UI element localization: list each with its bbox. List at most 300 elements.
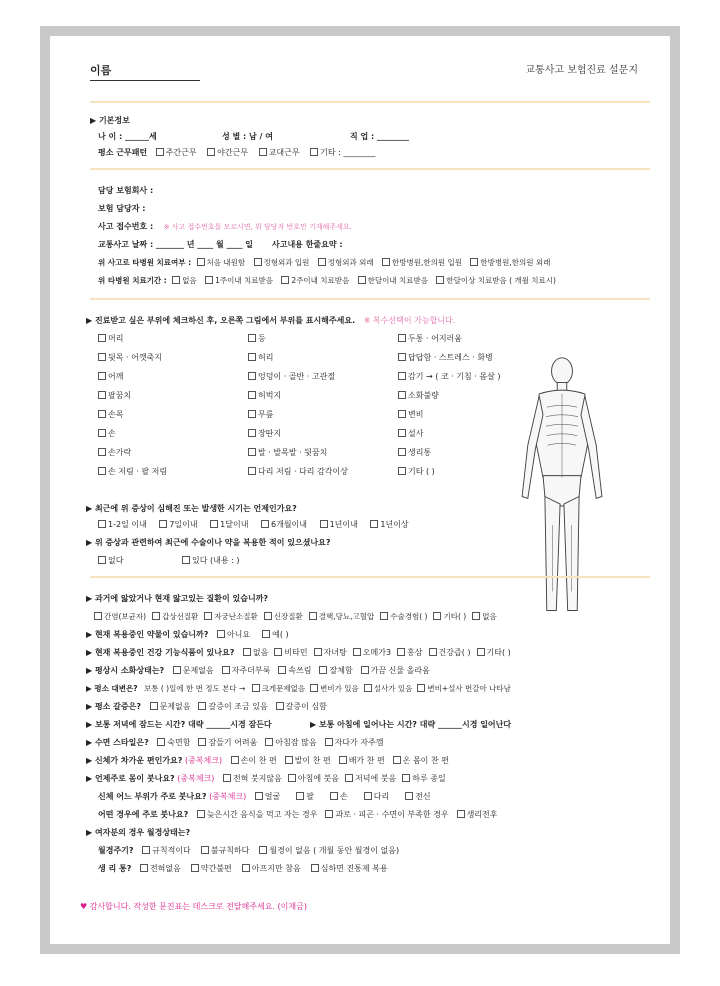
checkbox[interactable] (152, 612, 160, 620)
checkbox-option[interactable] (364, 684, 413, 693)
option-label: 갈증이 조금 있음 (208, 702, 268, 711)
checkbox[interactable] (296, 792, 304, 800)
checkbox[interactable] (261, 520, 269, 528)
checkbox-option[interactable] (98, 391, 131, 400)
treat-opt[interactable]: 처음 내원함 (197, 258, 246, 267)
checkbox[interactable] (402, 774, 410, 782)
checkbox[interactable] (285, 756, 293, 764)
checkbox-option[interactable] (248, 448, 327, 457)
checkbox-option[interactable] (173, 666, 214, 675)
symptom-item[interactable] (248, 410, 273, 420)
treat-opt[interactable]: 정형외과 입원 (254, 258, 310, 267)
divider (90, 101, 650, 103)
checkbox-option[interactable] (262, 630, 289, 639)
option-label: 과로 · 피곤 · 수면이 부족한 경우 (335, 810, 449, 819)
checkbox-option[interactable] (191, 864, 232, 873)
symptom-item[interactable] (98, 391, 131, 401)
age-field[interactable]: 나 이 : ______세 (98, 132, 157, 141)
option-label: 없음 (482, 612, 497, 621)
symptom-item[interactable] (98, 353, 162, 363)
symptom-item[interactable] (248, 391, 281, 401)
checkbox[interactable] (205, 276, 213, 284)
supplement-row (86, 648, 511, 658)
checkbox[interactable] (364, 684, 372, 692)
checkbox[interactable] (281, 276, 289, 284)
checkbox[interactable] (264, 612, 272, 620)
checkbox[interactable] (248, 467, 256, 475)
divider (90, 168, 650, 170)
checkbox-option[interactable] (345, 774, 396, 783)
symptom-item[interactable] (98, 372, 123, 382)
checkbox[interactable] (380, 612, 388, 620)
checkbox-option[interactable] (248, 334, 266, 343)
symptom-title: ▶ 진료받고 싶은 부위에 체크하신 후, 오른쪽 그림에서 부위를 표시해주세요. (86, 316, 356, 325)
symptom-item[interactable] (98, 467, 167, 477)
checkbox-option[interactable] (248, 391, 281, 400)
symptom-item[interactable] (98, 429, 116, 439)
option-label: 손 (339, 792, 348, 801)
checkbox-option[interactable] (398, 467, 435, 476)
checkbox[interactable] (382, 258, 390, 266)
option-label: 자주더부룩 (231, 666, 271, 675)
checkbox-option[interactable] (98, 429, 116, 438)
symptom-item[interactable] (248, 353, 273, 363)
checkbox[interactable] (248, 353, 256, 361)
divider (90, 576, 650, 578)
checkbox[interactable] (243, 648, 251, 656)
checkbox-option[interactable] (457, 810, 498, 819)
checkbox[interactable] (98, 520, 106, 528)
checkbox[interactable] (398, 334, 406, 342)
checkbox-option[interactable] (255, 792, 280, 801)
checkbox-option[interactable] (231, 756, 277, 765)
option-label: 배가 찬 편 (348, 756, 385, 765)
checkbox-option[interactable] (243, 648, 268, 657)
checkbox-option[interactable] (472, 612, 497, 621)
checkbox[interactable] (318, 258, 326, 266)
checkbox[interactable] (319, 666, 327, 674)
option-label: 아니요 (226, 630, 251, 639)
wake-time[interactable]: ▶ 보통 아침에 일어나는 시간? 대략 ______시경 일어난다 (310, 720, 512, 729)
checkbox-option[interactable] (198, 702, 267, 711)
checkbox[interactable] (252, 684, 260, 692)
checkbox[interactable] (436, 276, 444, 284)
checkbox-option[interactable] (98, 353, 162, 362)
checkbox[interactable] (397, 648, 405, 656)
checkbox-option[interactable] (311, 864, 388, 873)
option-label: 허리 (258, 353, 274, 362)
option-label: 자다가 자주깸 (334, 738, 384, 747)
history-options (94, 612, 497, 622)
checkbox-option[interactable] (278, 666, 311, 675)
accident-summary[interactable]: 사고내용 한줄요약 : (272, 240, 343, 249)
option-label: 뒷목 · 어깻죽지 (108, 353, 162, 362)
checkbox[interactable] (210, 520, 218, 528)
sleep-style-options (157, 738, 383, 747)
thirst-row (86, 702, 327, 712)
period-opt[interactable]: 없음 (172, 276, 197, 285)
option-label: 변비 (408, 410, 424, 419)
option-label: 월경이 없음 ( 개월 동안 월경이 없음) (269, 846, 400, 855)
checkbox[interactable] (98, 391, 106, 399)
checkbox[interactable] (248, 391, 256, 399)
checkbox-option[interactable] (380, 612, 427, 621)
checkbox-option[interactable] (309, 612, 374, 621)
checkbox[interactable] (353, 648, 361, 656)
checkbox[interactable] (457, 810, 465, 818)
checkbox-option[interactable] (398, 334, 462, 343)
checkbox-option[interactable] (285, 756, 331, 765)
checkbox-option[interactable] (248, 410, 273, 419)
swelling-case-options (197, 810, 498, 819)
checkbox[interactable] (248, 372, 256, 380)
checkbox-option[interactable] (248, 353, 273, 362)
option-label: 수술경험( ) (390, 612, 428, 621)
checkbox-option[interactable] (397, 648, 422, 657)
option-label: 아침잠 많음 (275, 738, 317, 747)
treat-opt[interactable]: 정형외과 외래 (318, 258, 374, 267)
checkbox-option[interactable] (98, 448, 131, 457)
checkbox-option[interactable] (94, 612, 146, 621)
checkbox-option[interactable] (325, 810, 448, 819)
checkbox-option[interactable] (310, 684, 359, 693)
footer-thanks: ♥ 감사합니다. 작성한 문진표는 데스크로 전달해주세요. (이재금) (80, 902, 307, 911)
insurance-company[interactable]: 담당 보험회사 : (98, 186, 154, 195)
surgery-yes[interactable]: 있다 (내용 : ) (182, 556, 239, 565)
checkbox[interactable] (223, 774, 231, 782)
sleep-time[interactable]: ▶ 보통 저녁에 잠드는 시간? 대략 ______시경 잠든다 (86, 720, 272, 729)
checkbox-option[interactable] (402, 774, 445, 783)
checkbox-option[interactable] (150, 702, 191, 711)
checkbox[interactable] (276, 702, 284, 710)
checkbox[interactable] (370, 520, 378, 528)
option-label: 팔 (306, 792, 314, 801)
checkbox[interactable] (320, 520, 328, 528)
checkbox[interactable] (172, 276, 180, 284)
checkbox[interactable] (429, 648, 437, 656)
option-label: 손가락 (108, 448, 132, 457)
checkbox[interactable] (254, 258, 262, 266)
checkbox[interactable] (204, 612, 212, 620)
option-label: 손 (108, 429, 116, 438)
job-field[interactable]: 직 업 : ________ (350, 132, 410, 141)
checkbox[interactable] (217, 630, 225, 638)
symptom-item[interactable] (398, 448, 431, 458)
checkbox[interactable] (325, 738, 333, 746)
option-label: 심하면 진통제 복용 (320, 864, 388, 873)
surgery-no[interactable]: 없다 (98, 556, 123, 565)
checkbox-option[interactable] (204, 612, 257, 621)
sex-field[interactable]: 성 별 : 남 / 여 (222, 132, 273, 141)
cold-row (86, 756, 449, 766)
option-label: 갑상선질환 (162, 612, 199, 621)
period-opt[interactable]: 2주이내 치료받음 (281, 276, 349, 285)
checkbox[interactable] (314, 648, 322, 656)
checkbox[interactable] (231, 756, 239, 764)
option-label: 가끔 신물 올라옴 (370, 666, 430, 675)
checkbox-option[interactable] (405, 792, 430, 801)
period-opt[interactable]: 한달이상 치료받음 ( 개월 치료시) (436, 276, 556, 285)
checkbox-option[interactable] (259, 846, 399, 855)
checkbox[interactable] (98, 467, 106, 475)
option-label: 허벅지 (258, 391, 282, 400)
checkbox[interactable] (94, 612, 102, 620)
checkbox-option[interactable] (242, 864, 301, 873)
checkbox[interactable] (310, 684, 318, 692)
checkbox[interactable] (156, 148, 164, 156)
checkbox-option[interactable] (364, 792, 389, 801)
checkbox[interactable] (477, 648, 485, 656)
checkbox[interactable] (98, 429, 106, 437)
cycle-options (142, 846, 399, 855)
checkbox-option[interactable] (319, 666, 352, 675)
checkbox[interactable] (398, 467, 406, 475)
symptom-item[interactable] (398, 410, 423, 420)
checkbox[interactable] (182, 556, 190, 564)
checkbox-option[interactable] (274, 648, 307, 657)
checkbox-option[interactable] (98, 372, 123, 381)
checkbox[interactable] (405, 792, 413, 800)
checkbox-option[interactable] (98, 467, 167, 476)
checkbox-option[interactable] (330, 792, 348, 801)
checkbox-option[interactable] (201, 846, 250, 855)
checkbox-option[interactable] (140, 864, 181, 873)
checkbox[interactable] (197, 810, 205, 818)
symptom-item[interactable] (248, 429, 281, 439)
name-underline (90, 80, 200, 81)
checkbox[interactable] (309, 612, 317, 620)
checkbox-option[interactable] (222, 666, 271, 675)
checkbox-option[interactable] (393, 756, 449, 765)
checkbox[interactable] (398, 429, 406, 437)
option-label: 약간불편 (200, 864, 232, 873)
period-opt[interactable]: 한달이내 치료받음 (358, 276, 428, 285)
supplement-options (243, 648, 511, 657)
symptom-item[interactable] (398, 391, 439, 401)
checkbox[interactable] (262, 630, 270, 638)
checkbox[interactable] (398, 448, 406, 456)
work-opt[interactable]: 야간근무 (207, 148, 248, 157)
checkbox[interactable] (248, 429, 256, 437)
checkbox-option[interactable] (325, 738, 384, 747)
checkbox-option[interactable] (339, 756, 385, 765)
work-opt[interactable]: 주간근무 (156, 148, 197, 157)
treat-opt[interactable]: 한방병원,한의원 외래 (470, 258, 550, 267)
checkbox[interactable] (197, 258, 205, 266)
multi-check-note: (중복체크) (209, 792, 247, 801)
checkbox[interactable] (274, 648, 282, 656)
checkbox-option[interactable] (198, 738, 257, 747)
checkbox[interactable] (325, 810, 333, 818)
checkbox[interactable] (248, 410, 256, 418)
checkbox[interactable] (393, 756, 401, 764)
checkbox-option[interactable] (248, 429, 281, 438)
symptom-item[interactable] (398, 372, 500, 382)
symptom-item[interactable] (248, 334, 266, 344)
onset-opt[interactable]: 6개월이내 (261, 520, 307, 529)
checkbox-option[interactable] (314, 648, 347, 657)
checkbox[interactable] (278, 666, 286, 674)
checkbox[interactable] (98, 410, 106, 418)
checkbox-option[interactable] (223, 774, 282, 783)
symptom-item[interactable] (98, 448, 131, 458)
onset-opt[interactable]: 1달이내 (210, 520, 248, 529)
work-pattern-row (98, 148, 375, 158)
checkbox-option[interactable] (265, 738, 316, 747)
option-label: 아침에 붓음 (297, 774, 340, 783)
checkbox-option[interactable] (398, 372, 500, 381)
option-label: 설사가 있음 (373, 684, 413, 693)
checkbox[interactable] (191, 864, 199, 872)
checkbox[interactable] (140, 864, 148, 872)
checkbox-option[interactable] (252, 684, 305, 693)
option-label: 무릎 (258, 410, 274, 419)
checkbox-option[interactable] (264, 612, 303, 621)
checkbox[interactable] (259, 148, 267, 156)
checkbox[interactable] (398, 391, 406, 399)
checkbox[interactable] (159, 520, 167, 528)
option-label: 갈증이 심함 (285, 702, 327, 711)
option-label: 건강즙( ) (438, 648, 471, 657)
checkbox[interactable] (398, 353, 406, 361)
option-label: 손 저림 · 팔 저림 (108, 467, 168, 476)
onset-opt[interactable]: 1년이상 (370, 520, 408, 529)
checkbox[interactable] (98, 556, 106, 564)
checkbox[interactable] (470, 258, 478, 266)
option-label: 기타( ) (486, 648, 511, 657)
checkbox[interactable] (417, 684, 425, 692)
checkbox-option[interactable] (398, 410, 423, 419)
checkbox-option[interactable] (98, 410, 123, 419)
onset-opt[interactable]: 1-2일 이내 (98, 520, 147, 529)
checkbox[interactable] (248, 334, 256, 342)
symptom-item[interactable] (248, 372, 335, 382)
section-title-basic: ▶ 기본정보 (90, 116, 130, 125)
body-diagram[interactable] (514, 354, 610, 620)
checkbox[interactable] (201, 846, 209, 854)
checkbox-option[interactable] (157, 738, 190, 747)
checkbox[interactable] (288, 774, 296, 782)
symptom-item[interactable] (248, 467, 348, 477)
checkbox-option[interactable] (433, 612, 466, 621)
medication-options (217, 630, 289, 639)
checkbox[interactable] (310, 148, 318, 156)
checkbox-option[interactable] (398, 391, 439, 400)
checkbox[interactable] (98, 448, 106, 456)
checkbox[interactable] (265, 738, 273, 746)
checkbox[interactable] (142, 846, 150, 854)
checkbox[interactable] (433, 612, 441, 620)
checkbox-option[interactable] (361, 666, 430, 675)
swelling-when-row (86, 774, 446, 784)
symptom-item[interactable] (398, 467, 435, 477)
checkbox[interactable] (242, 864, 250, 872)
symptom-item[interactable] (98, 410, 123, 420)
checkbox[interactable] (358, 276, 366, 284)
checkbox[interactable] (339, 756, 347, 764)
cycle-question: 월경주기? (98, 846, 134, 855)
checkbox-option[interactable] (276, 702, 327, 711)
option-label: 오메가3 (362, 648, 392, 657)
checkbox[interactable] (207, 148, 215, 156)
symptom-item[interactable] (398, 353, 493, 363)
checkbox[interactable] (255, 792, 263, 800)
checkbox[interactable] (98, 353, 106, 361)
sleep-style-question: ▶ 수면 스타일은? (86, 738, 149, 747)
checkbox-option[interactable] (197, 810, 318, 819)
checkbox[interactable] (157, 738, 165, 746)
checkbox-option[interactable] (248, 372, 335, 381)
receipt-hint: ※ 사고 접수번호를 모르시면, 위 담당자 번호만 기재해주세요. (163, 223, 352, 231)
work-opt[interactable]: 기타 : ________ (310, 148, 375, 157)
checkbox[interactable] (222, 666, 230, 674)
checkbox[interactable] (364, 792, 372, 800)
checkbox-option[interactable] (398, 429, 423, 438)
checkbox-option[interactable] (248, 467, 348, 476)
checkbox-option[interactable] (98, 334, 123, 343)
onset-opt[interactable]: 1년이내 (320, 520, 358, 529)
symptom-item[interactable] (248, 448, 327, 458)
checkbox[interactable] (198, 738, 206, 746)
insurance-manager[interactable]: 보험 담당자 : (98, 204, 146, 213)
checkbox[interactable] (198, 702, 206, 710)
symptom-item[interactable] (98, 334, 123, 344)
option-label: 전혀 붓지않음 (232, 774, 282, 783)
option-label: 잘체함 (329, 666, 353, 675)
period-opt[interactable]: 1주이내 치료받음 (205, 276, 273, 285)
swelling-where-options (255, 792, 431, 801)
checkbox-option[interactable] (217, 630, 250, 639)
checkbox[interactable] (311, 864, 319, 872)
checkbox[interactable] (398, 410, 406, 418)
receipt-label[interactable]: 사고 접수번호 : (98, 222, 154, 231)
symptom-item[interactable] (398, 334, 462, 344)
checkbox[interactable] (398, 372, 406, 380)
accident-date[interactable]: 교통사고 날짜 : _______ 년 ____ 월 ____ 일 (98, 240, 254, 249)
checkbox[interactable] (173, 666, 181, 674)
checkbox-option[interactable] (142, 846, 191, 855)
checkbox[interactable] (345, 774, 353, 782)
digestion-question: ▶ 평상시 소화상태는? (86, 666, 165, 675)
checkbox[interactable] (259, 846, 267, 854)
option-label: 예( ) (272, 630, 289, 639)
checkbox[interactable] (361, 666, 369, 674)
checkbox-option[interactable] (398, 448, 431, 457)
checkbox[interactable] (98, 372, 106, 380)
work-opt[interactable]: 교대근무 (259, 148, 300, 157)
treat-opt[interactable]: 한방병원,한의원 입원 (382, 258, 462, 267)
multi-check-note: (중복체크) (177, 774, 215, 783)
symptom-item[interactable] (398, 429, 423, 439)
supplement-question: ▶ 현재 복용중인 건강 기능식품이 있나요? (86, 648, 235, 657)
checkbox-option[interactable] (152, 612, 198, 621)
onset-opt[interactable]: 7일이내 (159, 520, 197, 529)
checkbox[interactable] (330, 792, 338, 800)
checkbox-option[interactable] (477, 648, 511, 657)
stool-frequency[interactable]: 보통 ( )일에 한 번 정도 본다 → (143, 684, 246, 693)
checkbox-option[interactable] (296, 792, 314, 801)
checkbox-option[interactable] (398, 353, 493, 362)
option-label: 규칙적이다 (152, 846, 191, 855)
checkbox-option[interactable] (429, 648, 471, 657)
checkbox[interactable] (248, 448, 256, 456)
checkbox[interactable] (472, 612, 480, 620)
checkbox[interactable] (150, 702, 158, 710)
checkbox-option[interactable] (417, 684, 511, 693)
checkbox-option[interactable] (288, 774, 339, 783)
checkbox-option[interactable] (353, 648, 391, 657)
checkbox[interactable] (98, 334, 106, 342)
